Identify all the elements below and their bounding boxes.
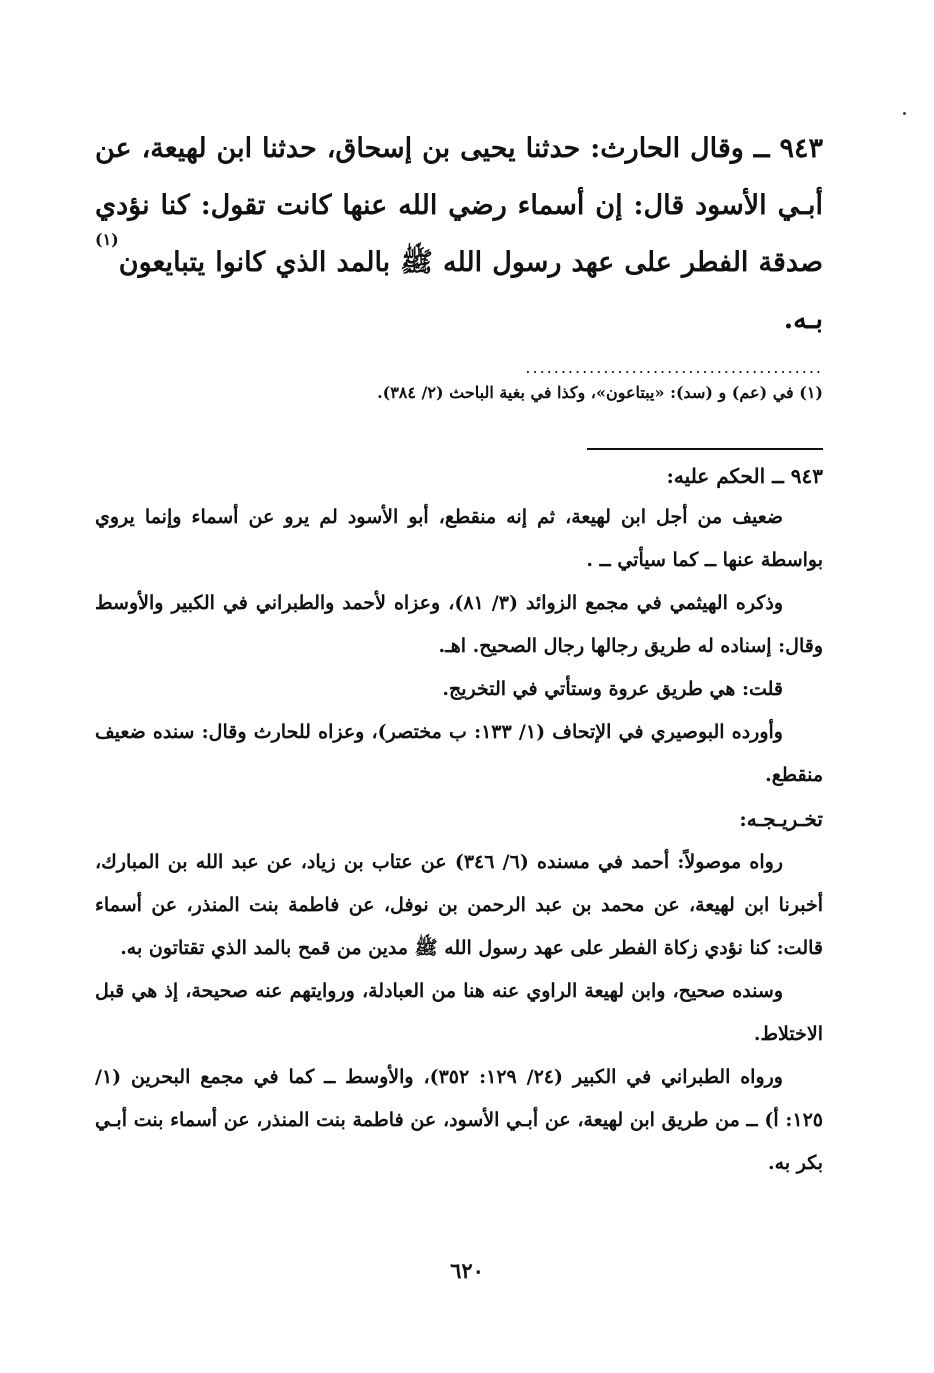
ruling-paragraph: وأورده البوصيري في الإتحاف (١/ ١٣٣: ب مختصر)، وعزاه للحارث وقال: سنده ضعيف منقطع.: [95, 721, 823, 786]
takhrij-paragraph: رواه موصولاً: أحمد في مسنده (٦/ ٣٤٦) عن عتاب بن زياد، عن عبد الله بن المبارك، أخبرنا ابن لهيعة، عن محمد بن عبد الرحمن بن نوفل، عن فاطمة بنت المنذر، عن أسماء قالت: كنا نؤدي زكاة الفطر على عهد رسول الله ﷺ مدين من قمح بالمد الذي تقتاتون به.: [95, 851, 823, 959]
footnote-marker[interactable]: (١): [95, 230, 119, 249]
footnote: [95, 378, 823, 408]
takhrij-paragraph: ورواه الطبراني في الكبير (٢٤/ ١٢٩: ٣٥٢)، والأوسط ــ كما في مجمع البحرين (١/ ١٢٥: أ) ــ من طريق ابن لهيعة، عن أبـي الأسود، عن فاطمة بنت المنذر، عن أسماء بنت أبـي بكر به.: [95, 1066, 823, 1174]
hadith-text-part1: ــ وقال الحارث: حدثنا يحيى بن إسحاق، حدثنا ابن لهيعة، عن أبـي الأسود قال: إن أسماء رضي الله عنها كانت تقول: كنا نؤدي صدقة الفطر على عهد رسول الله ﷺ بالمد الذي كانوا يتبايعون: [95, 133, 823, 278]
document-page: [95, 120, 823, 1185]
ruling-heading: ٩٤٣ ــ الحكم عليه:: [666, 464, 823, 488]
takhrij-paragraph: وسنده صحيح، وابن لهيعة الراوي عنه هنا من العبادلة، وروايتهم عنه صحيحة، إذ هي قبل الاختلاط.: [95, 980, 823, 1045]
takhrij-section: [95, 797, 823, 1185]
hadith-paragraph: [95, 120, 823, 348]
scan-speck: [903, 112, 906, 115]
ruling-section: [95, 456, 823, 797]
ruling-paragraph: قلت: هي طريق عروة وستأتي في التخريج.: [442, 678, 783, 700]
footnote-separator: [95, 358, 823, 377]
page-number: ٦٢٠: [450, 1258, 484, 1283]
footnote-text: (١) في (عم) و (سد): «يبتاعون»، وكذا في بغية الباحث (٢/ ٣٨٤).: [377, 383, 823, 402]
separator-dots: ..........................................: [525, 358, 823, 377]
section-divider: [587, 448, 823, 450]
takhrij-heading: تخـريـجـه:: [739, 807, 823, 831]
ruling-paragraph: وذكره الهيثمي في مجمع الزوائد (٣/ ٨١)، وعزاه لأحمد والطبراني في الكبير والأوسط وقال: إسناده له طريق رجالها رجال الصحيح. اهـ.: [95, 592, 823, 657]
hadith-number: ٩٤٣: [779, 133, 823, 164]
hadith-block: [95, 120, 823, 348]
ruling-paragraph: ضعيف من أجل ابن لهيعة، ثم إنه منقطع، أبو الأسود لم يرو عن أسماء وإنما يروي بواسطة عنها ــ كما سيأتي ــ .: [95, 506, 823, 571]
hadith-text-part2: بـه.: [783, 304, 823, 335]
